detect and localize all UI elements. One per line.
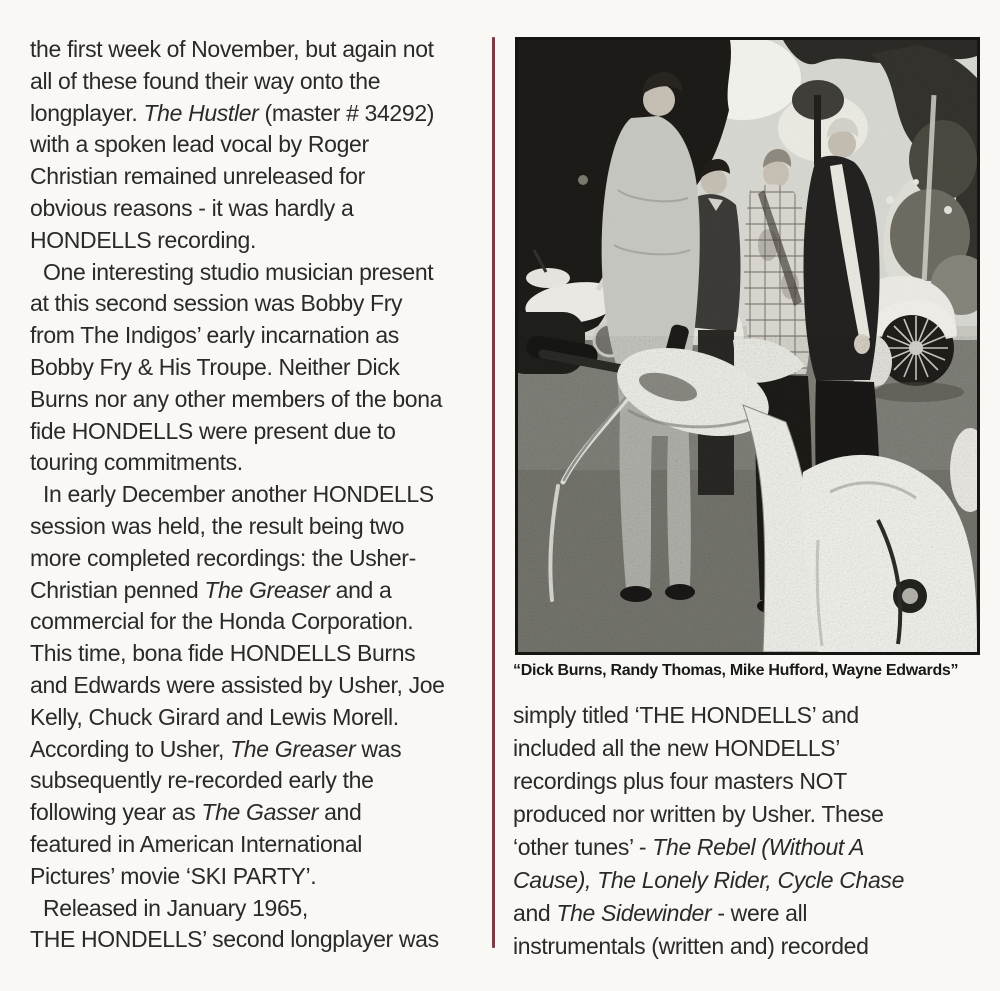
text-line: Released in January 1965, [43, 894, 308, 921]
text-line: According to Usher, The Greaser was [30, 735, 402, 762]
text-line: Christian penned The Greaser and a [30, 576, 392, 603]
text-line: HONDELLS recording. [30, 226, 257, 253]
text-line: produced nor written by Usher. These [513, 801, 884, 827]
text-line: touring commitments. [30, 449, 243, 476]
text-line: simply titled ‘THE HONDELLS’ and [513, 702, 859, 728]
text-line: featured in American International [30, 830, 363, 857]
text-line: subsequently re-recorded early the [30, 767, 374, 794]
text-line: at this second session was Bobby Fry [30, 290, 403, 317]
text-line: following year as The Gasser and [30, 799, 362, 826]
text-line: from The Indigos’ early incarnation as [30, 322, 399, 349]
text-line: fide HONDELLS were present due to [30, 417, 396, 444]
text-line: and Edwards were assisted by Usher, Joe [30, 671, 445, 698]
text-line: Pictures’ movie ‘SKI PARTY’. [30, 862, 317, 889]
text-line: One interesting studio musician present [43, 258, 434, 285]
text-line: and The Sidewinder - were all [513, 900, 808, 926]
text-line: included all the new HONDELLS’ [513, 735, 841, 761]
band-photo [518, 40, 977, 652]
text-line: with a spoken lead vocal by Roger [30, 131, 369, 158]
photo-frame [515, 37, 980, 655]
photo-caption: “Dick Burns, Randy Thomas, Mike Hufford, Wayne Edwards” [513, 662, 959, 679]
text-line: the first week of November, but again not [30, 36, 434, 62]
text-line: more completed recordings: the Usher- [30, 544, 416, 571]
text-line: commercial for the Honda Corporation. [30, 608, 414, 635]
text-line: instrumentals (written and) recorded [513, 933, 869, 959]
text-line: obvious reasons - it was hardly a [30, 194, 354, 221]
text-line: longplayer. The Hustler (master # 34292) [30, 99, 435, 126]
text-line: ‘other tunes’ - The Rebel (Without A [513, 834, 865, 860]
text-line: Christian remained unreleased for [30, 163, 365, 190]
text-line: Cause), The Lonely Rider, Cycle Chase [513, 867, 905, 893]
text-line: all of these found their way onto the [30, 67, 381, 94]
text-line: Bobby Fry & His Troupe. Neither Dick [30, 353, 400, 380]
text-line: This time, bona fide HONDELLS Burns [30, 640, 416, 667]
text-line: THE HONDELLS’ second longplayer was [30, 926, 439, 953]
left-text-column [30, 34, 490, 956]
text-line: session was held, the result being two [30, 512, 405, 539]
text-line: Burns nor any other members of the bona [30, 385, 443, 412]
column-divider-rule [492, 37, 495, 948]
text-line: Kelly, Chuck Girard and Lewis Morell. [30, 703, 399, 730]
right-text-column [513, 699, 978, 963]
text-line: In early December another HONDELLS [43, 481, 434, 508]
text-line: recordings plus four masters NOT [513, 768, 847, 794]
